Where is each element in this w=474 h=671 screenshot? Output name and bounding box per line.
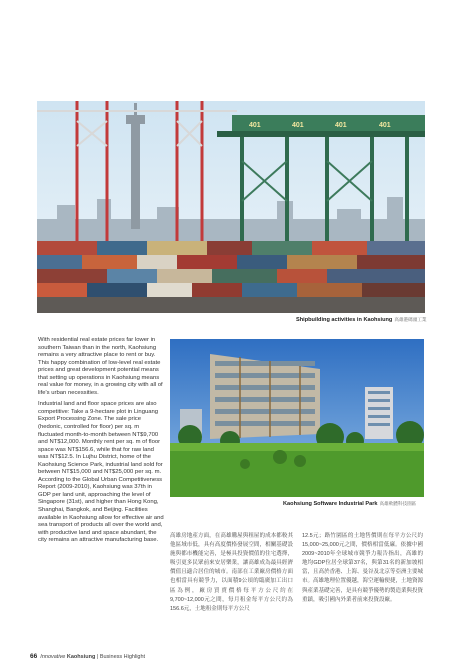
- section-name: Business Highlight: [99, 654, 146, 660]
- chinese-paragraph: 12.5元；路竹園區的土地售價則在每平方公尺約15,000~25,000元之間，價格相當低廉。依據中國2009~2010年全球城市競爭力報告指出，高雄的地均GDP位居全球第37名，與第31名的新加坡相當，且高於香港、上海、曼谷及北京等亞洲主要城市。高雄地理位置優越，海空運輸便捷，土地資源與產業基礎完善，是具有競爭優勢的製造業與投資重鎮，吸引國內外業者前來投資設廠。: [302, 533, 424, 603]
- city-name: Kaohsiung: [66, 654, 96, 660]
- software-park-caption: [283, 500, 416, 508]
- caption-english: Shipbuilding activities in Kaohsiung: [296, 317, 393, 323]
- caption-chinese: 高雄港碼頭工業: [394, 317, 427, 322]
- footer-separator: |: [96, 654, 99, 660]
- chinese-paragraph: 高雄房地產方面，在高雄購屋與租屋的成本都較其他區域市低，具有高度價格發展空間，相關基礎設施與都市機能完善，是極具投資價值的住宅選擇，吸引更多民眾前來安居樂業，讓高雄成為最具經濟價值且適合居住的城市。南部在工業廠房價格方面也相當具有競爭力，以面積9公頃的臨廣加工出口區為例，廠房買賣價格每平方公尺約在9,700~12,000元之間，每月租金每平方公尺約為156.6元，土地租金則每平方公尺: [170, 533, 293, 612]
- english-paragraph: Industrial land and floor space prices are also competitive: Take a 9-hectare plot in Linguang Export Processing Zone. The sale price (hedonic, controlled for floor) per sq. m fluctuated month-to-month between NT$9,700 and NT$12,000. Monthly rent per sq. m of floor space was NT$156.6, while that for raw land was NT$12.5. In Lujhu District, home of the Kaohsiung Science Park, industrial land sold for between NT$15,000 and NT$25,000 per sq. m. According to the Global Urban Competitiveness Report (2009-2010), Kaohsiung was 37th in GDP per land unit, approaching the level of Singapore (31st), and higher than Hong Kong, Shanghai, Bangkok, and Beijing. Facilities available in Kaohsiung allow for effective air and sea transport of products all over the world and, with productive land and space abundant, the city remains an attractive manufacturing base.: [38, 401, 164, 544]
- crane-mark: 401: [335, 122, 347, 129]
- english-paragraph: With residential real estate prices far lower in southern Taiwan than in the north, Kaohsiung remains a very attractive place to rent or buy. This happy combination of low-level real estate prices and great development potential means that setting up operations in Kaohsiung means real value for money, in a growing city with all of life's urban necessities.: [38, 337, 163, 396]
- chinese-column-2: [302, 532, 423, 605]
- page-number: 66: [30, 653, 38, 660]
- page-footer: [30, 653, 145, 660]
- caption-english: Kaohsiung Software Industrial Park: [283, 501, 378, 507]
- caption-chinese: 高雄軟體科技園區: [379, 501, 417, 506]
- port-photo-caption: [296, 316, 427, 324]
- english-article: [38, 337, 164, 549]
- crane-mark: 401: [292, 122, 304, 129]
- crane-mark: 401: [249, 122, 261, 129]
- port-photo: [37, 101, 425, 313]
- crane-mark: 401: [379, 122, 391, 129]
- software-park-photo: [170, 339, 424, 497]
- chinese-column-1: [170, 532, 293, 614]
- magazine-name: Innovative: [40, 654, 66, 660]
